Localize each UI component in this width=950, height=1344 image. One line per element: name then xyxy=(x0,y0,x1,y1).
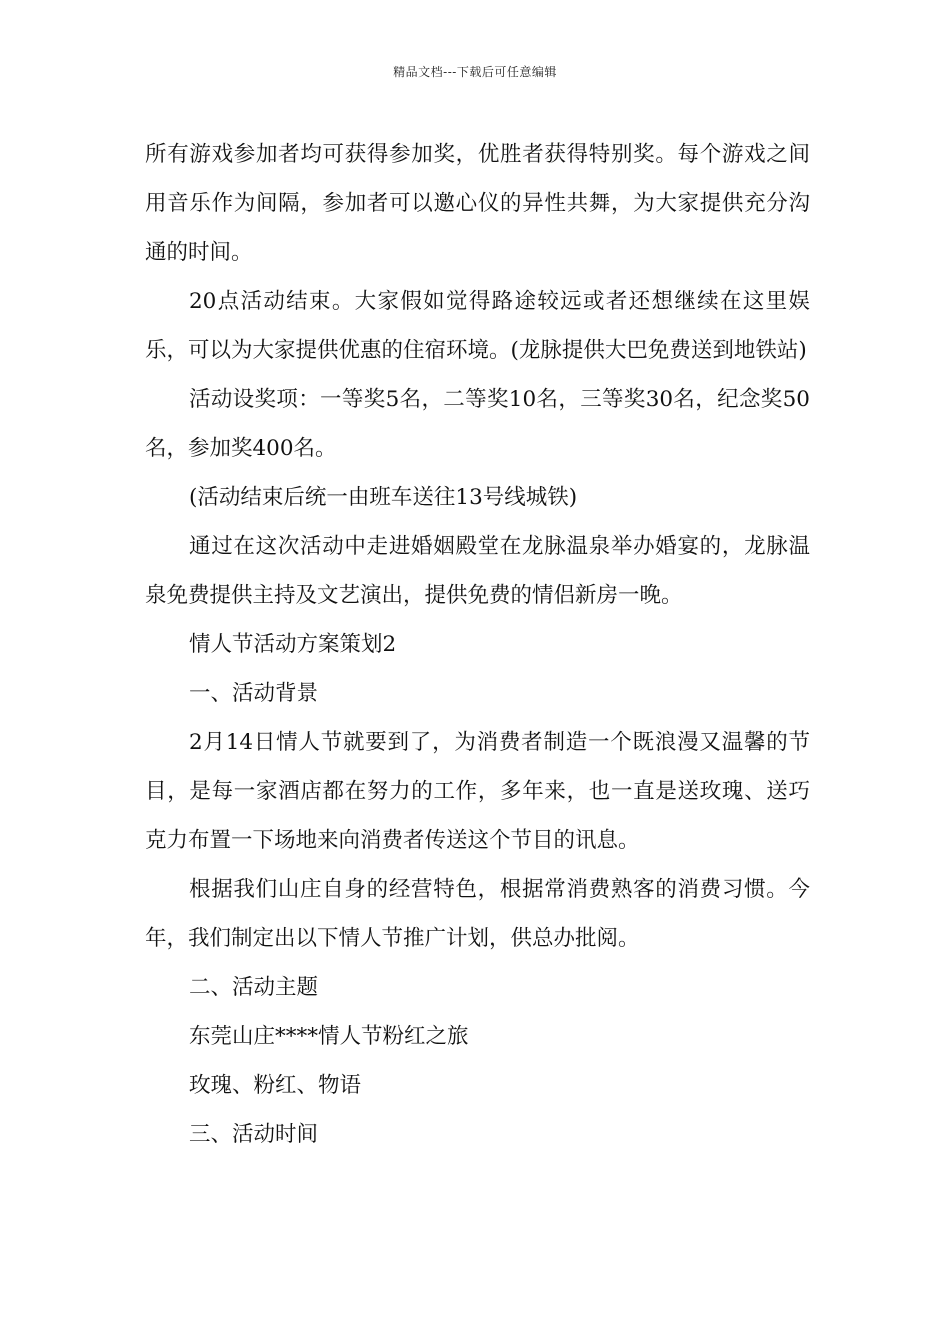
paragraph: 20点活动结束。大家假如觉得路途较远或者还想继续在这里娱乐，可以为大家提供优惠的住宿环境。(龙脉提供大巴免费送到地铁站) xyxy=(145,289,810,363)
paragraph-continued: 所有游戏参加者均可获得参加奖，优胜者获得特别奖。每个游戏之间用音乐作为间隔，参加者可以邀心仪的异性共舞，为大家提供充分沟通的时间。 xyxy=(145,142,810,265)
section-heading: 一、活动背景 xyxy=(189,681,319,706)
paragraph: 2月14日情人节就要到了，为消费者制造一个既浪漫又温馨的节目，是每一家酒店都在努力的工作，多年来，也一直是送玫瑰、送巧克力布置一下场地来向消费者传送这个节目的讯息。 xyxy=(145,730,810,853)
paragraph: (活动结束后统一由班车送往13号线城铁) xyxy=(189,485,578,510)
document-body xyxy=(145,130,810,1159)
section-heading: 二、活动主题 xyxy=(189,975,319,1000)
section-heading: 三、活动时间 xyxy=(189,1122,319,1147)
paragraph: 活动设奖项：一等奖5名，二等奖10名，三等奖30名，纪念奖50名，参加奖400名。 xyxy=(145,387,810,461)
paragraph: 通过在这次活动中走进婚姻殿堂在龙脉温泉举办婚宴的，龙脉温泉免费提供主持及文艺演出，提供免费的情侣新房一晚。 xyxy=(145,534,810,608)
paragraph: 根据我们山庄自身的经营特色，根据常消费熟客的消费习惯。今年，我们制定出以下情人节推广计划，供总办批阅。 xyxy=(145,877,810,951)
page-header: 精品文档---下载后可任意编辑 xyxy=(393,65,557,79)
paragraph: 东莞山庄****情人节粉红之旅 xyxy=(189,1024,469,1049)
paragraph: 玫瑰、粉红、物语 xyxy=(189,1073,362,1098)
section-title: 情人节活动方案策划2 xyxy=(189,632,397,657)
